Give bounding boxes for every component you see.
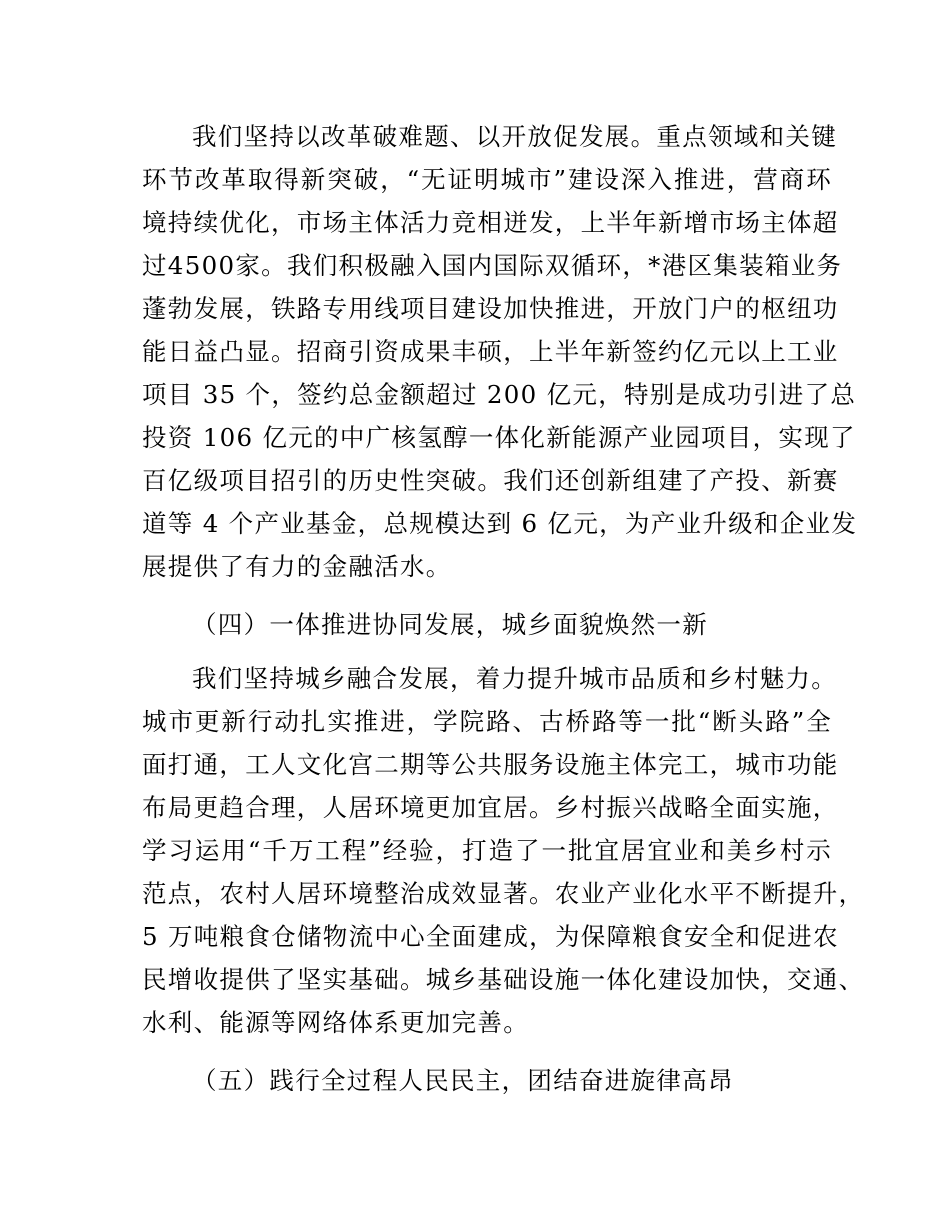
paragraph-line: 蓬勃发展，铁路专用线项目建设加快推进，开放门户的枢纽功 <box>142 294 839 323</box>
paragraph-line: 我们坚持城乡融合发展，着力提升城市品质和乡村魅力。 <box>192 664 837 693</box>
paragraph-line: 百亿级项目招引的历史性突破。我们还创新组建了产投、新赛 <box>142 466 839 495</box>
paragraph-line: 道等 4 个产业基金，总规模达到 6 亿元，为产业升级和企业发 <box>142 509 858 538</box>
paragraph-line: 我们坚持以改革破难题、以开放促发展。重点领域和关键 <box>192 122 837 151</box>
paragraph-line: 城市更新行动扎实推进，学院路、古桥路等一批“断头路”全 <box>142 707 832 736</box>
paragraph-line: 环节改革取得新突破，“无证明城市”建设深入推进，营商环 <box>142 165 832 194</box>
paragraph-line: 水利、能源等网络体系更加完善。 <box>142 1008 529 1037</box>
paragraph-line: 境持续优化，市场主体活力竞相迸发，上半年新增市场主体超 <box>142 208 839 237</box>
paragraph-line: 布局更趋合理，人居环境更加宜居。乡村振兴战略全面实施， <box>142 793 839 822</box>
paragraph-line: 范点，农村人居环境整治成效显著。农业产业化水平不断提升， <box>142 879 865 908</box>
paragraph-line: 5 万吨粮食仓储物流中心全面建成，为保障粮食安全和促进农 <box>142 922 839 951</box>
paragraph-line: 展提供了有力的金融活水。 <box>142 552 452 581</box>
section-heading-5: （五）践行全过程人民民主，团结奋进旋律高昂 <box>192 1066 734 1095</box>
paragraph-line: 投资 106 亿元的中广核氢醇一体化新能源产业园项目，实现了 <box>142 423 856 452</box>
paragraph-line: 过4500家。我们积极融入国内国际双循环，*港区集装箱业务 <box>142 251 843 280</box>
section-heading-4: （四）一体推进协同发展，城乡面貌焕然一新 <box>192 610 708 639</box>
paragraph-line: 民增收提供了坚实基础。城乡基础设施一体化建设加快，交通、 <box>142 965 865 994</box>
paragraph-line: 面打通，工人文化宫二期等公共服务设施主体完工，城市功能 <box>142 750 839 779</box>
paragraph-line: 学习运用“千万工程”经验，打造了一批宜居宜业和美乡村示 <box>142 836 832 865</box>
paragraph-line: 项目 35 个，签约总金额超过 200 亿元，特别是成功引进了总 <box>142 380 857 409</box>
paragraph-line: 能日益凸显。招商引资成果丰硕，上半年新签约亿元以上工业 <box>142 337 839 366</box>
